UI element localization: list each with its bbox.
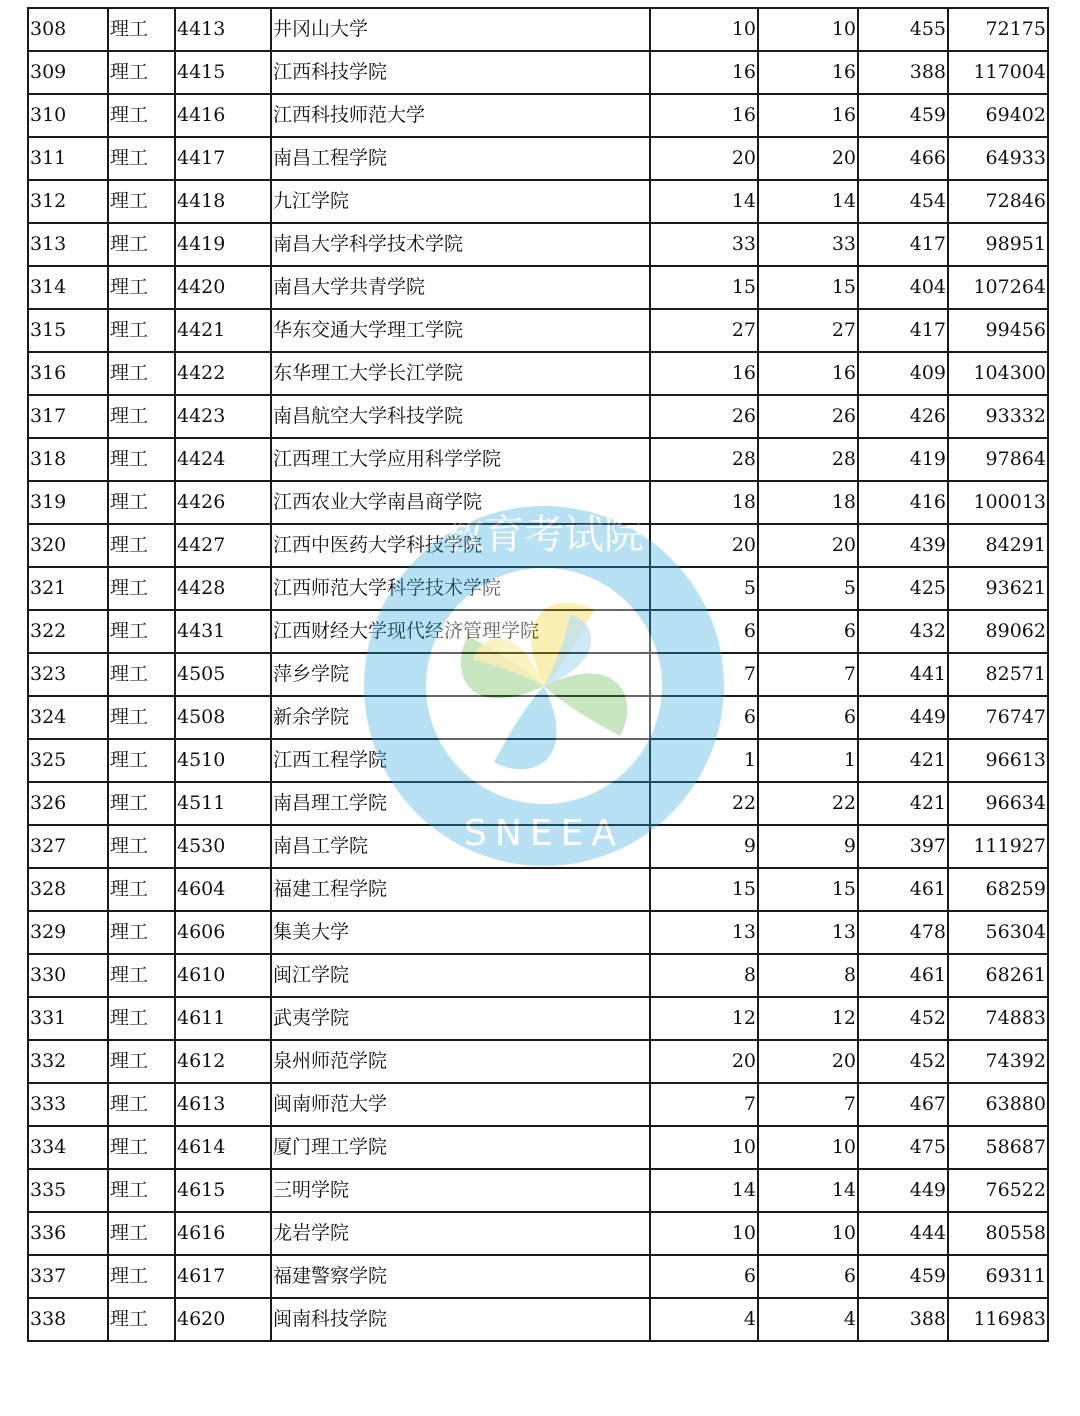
cell-code: 4427: [175, 524, 271, 567]
cell-admitted: 26: [758, 395, 858, 438]
cell-school: 江西师范大学科学技术学院: [271, 567, 650, 610]
cell-score: 449: [858, 696, 948, 739]
cell-school: 南昌工学院: [271, 825, 650, 868]
cell-code: 4610: [175, 954, 271, 997]
table-row: [28, 94, 1048, 137]
cell-score: 421: [858, 782, 948, 825]
cell-code: 4428: [175, 567, 271, 610]
cell-score: 466: [858, 137, 948, 180]
cell-rank: 76747: [948, 696, 1048, 739]
table-row: [28, 1169, 1048, 1212]
cell-score: 467: [858, 1083, 948, 1126]
cell-no: 313: [28, 223, 108, 266]
cell-no: 308: [28, 8, 108, 51]
cell-score: 388: [858, 1298, 948, 1341]
cell-rank: 68261: [948, 954, 1048, 997]
cell-school: 江西中医药大学科技学院: [271, 524, 650, 567]
cell-score: 452: [858, 1040, 948, 1083]
cell-no: 338: [28, 1298, 108, 1341]
cell-admitted: 15: [758, 868, 858, 911]
cell-code: 4423: [175, 395, 271, 438]
cell-school: 南昌航空大学科技学院: [271, 395, 650, 438]
cell-school: 三明学院: [271, 1169, 650, 1212]
cell-rank: 76522: [948, 1169, 1048, 1212]
cell-score: 454: [858, 180, 948, 223]
cell-rank: 63880: [948, 1083, 1048, 1126]
table-row: [28, 223, 1048, 266]
cell-school: 江西财经大学现代经济管理学院: [271, 610, 650, 653]
cell-no: 334: [28, 1126, 108, 1169]
table-row: [28, 524, 1048, 567]
cell-plan: 18: [650, 481, 758, 524]
cell-category: 理工: [108, 94, 175, 137]
cell-rank: 58687: [948, 1126, 1048, 1169]
cell-rank: 100013: [948, 481, 1048, 524]
cell-code: 4415: [175, 51, 271, 94]
cell-category: 理工: [108, 610, 175, 653]
cell-plan: 6: [650, 696, 758, 739]
cell-code: 4424: [175, 438, 271, 481]
table-row: [28, 567, 1048, 610]
cell-school: 闽南师范大学: [271, 1083, 650, 1126]
cell-category: 理工: [108, 309, 175, 352]
cell-plan: 20: [650, 137, 758, 180]
table-row: [28, 610, 1048, 653]
cell-score: 432: [858, 610, 948, 653]
cell-category: 理工: [108, 223, 175, 266]
cell-rank: 56304: [948, 911, 1048, 954]
cell-score: 459: [858, 1255, 948, 1298]
cell-plan: 16: [650, 94, 758, 137]
admission-table-wrapper: [27, 7, 1047, 1342]
cell-no: 332: [28, 1040, 108, 1083]
cell-rank: 93332: [948, 395, 1048, 438]
cell-category: 理工: [108, 481, 175, 524]
cell-code: 4530: [175, 825, 271, 868]
cell-admitted: 1: [758, 739, 858, 782]
table-row: [28, 51, 1048, 94]
cell-admitted: 5: [758, 567, 858, 610]
cell-plan: 22: [650, 782, 758, 825]
table-row: [28, 739, 1048, 782]
cell-score: 478: [858, 911, 948, 954]
cell-admitted: 10: [758, 8, 858, 51]
cell-school: 江西科技学院: [271, 51, 650, 94]
cell-rank: 116983: [948, 1298, 1048, 1341]
cell-admitted: 20: [758, 1040, 858, 1083]
cell-rank: 117004: [948, 51, 1048, 94]
cell-school: 九江学院: [271, 180, 650, 223]
cell-no: 322: [28, 610, 108, 653]
cell-admitted: 28: [758, 438, 858, 481]
cell-rank: 97864: [948, 438, 1048, 481]
cell-admitted: 15: [758, 266, 858, 309]
cell-school: 厦门理工学院: [271, 1126, 650, 1169]
cell-plan: 7: [650, 653, 758, 696]
cell-no: 333: [28, 1083, 108, 1126]
cell-category: 理工: [108, 8, 175, 51]
cell-plan: 15: [650, 868, 758, 911]
cell-plan: 26: [650, 395, 758, 438]
cell-rank: 80558: [948, 1212, 1048, 1255]
cell-category: 理工: [108, 524, 175, 567]
cell-no: 330: [28, 954, 108, 997]
table-row: [28, 352, 1048, 395]
cell-code: 4615: [175, 1169, 271, 1212]
cell-school: 福建工程学院: [271, 868, 650, 911]
cell-admitted: 33: [758, 223, 858, 266]
cell-admitted: 10: [758, 1126, 858, 1169]
cell-rank: 69311: [948, 1255, 1048, 1298]
cell-category: 理工: [108, 1255, 175, 1298]
cell-rank: 93621: [948, 567, 1048, 610]
cell-code: 4420: [175, 266, 271, 309]
cell-rank: 89062: [948, 610, 1048, 653]
cell-category: 理工: [108, 997, 175, 1040]
cell-no: 318: [28, 438, 108, 481]
cell-no: 314: [28, 266, 108, 309]
cell-no: 337: [28, 1255, 108, 1298]
cell-plan: 7: [650, 1083, 758, 1126]
cell-category: 理工: [108, 395, 175, 438]
cell-plan: 27: [650, 309, 758, 352]
cell-admitted: 14: [758, 180, 858, 223]
table-row: [28, 997, 1048, 1040]
cell-score: 426: [858, 395, 948, 438]
table-row: [28, 1255, 1048, 1298]
cell-code: 4508: [175, 696, 271, 739]
cell-school: 江西理工大学应用科学学院: [271, 438, 650, 481]
cell-no: 316: [28, 352, 108, 395]
cell-score: 444: [858, 1212, 948, 1255]
cell-plan: 8: [650, 954, 758, 997]
cell-no: 320: [28, 524, 108, 567]
cell-code: 4416: [175, 94, 271, 137]
cell-score: 452: [858, 997, 948, 1040]
cell-admitted: 14: [758, 1169, 858, 1212]
cell-plan: 15: [650, 266, 758, 309]
table-row: [28, 653, 1048, 696]
cell-no: 312: [28, 180, 108, 223]
cell-score: 461: [858, 954, 948, 997]
cell-category: 理工: [108, 567, 175, 610]
cell-no: 321: [28, 567, 108, 610]
cell-category: 理工: [108, 352, 175, 395]
cell-rank: 82571: [948, 653, 1048, 696]
cell-no: 317: [28, 395, 108, 438]
cell-plan: 4: [650, 1298, 758, 1341]
cell-no: 327: [28, 825, 108, 868]
table-row: [28, 911, 1048, 954]
cell-score: 397: [858, 825, 948, 868]
cell-no: 315: [28, 309, 108, 352]
cell-category: 理工: [108, 180, 175, 223]
cell-no: 324: [28, 696, 108, 739]
cell-code: 4611: [175, 997, 271, 1040]
cell-category: 理工: [108, 954, 175, 997]
cell-plan: 14: [650, 1169, 758, 1212]
cell-plan: 10: [650, 1126, 758, 1169]
cell-rank: 68259: [948, 868, 1048, 911]
table-row: [28, 1298, 1048, 1341]
cell-no: 329: [28, 911, 108, 954]
cell-admitted: 20: [758, 137, 858, 180]
cell-school: 江西科技师范大学: [271, 94, 650, 137]
cell-category: 理工: [108, 696, 175, 739]
cell-code: 4422: [175, 352, 271, 395]
cell-code: 4417: [175, 137, 271, 180]
table-row: [28, 1040, 1048, 1083]
cell-school: 南昌工程学院: [271, 137, 650, 180]
cell-code: 4419: [175, 223, 271, 266]
cell-school: 东华理工大学长江学院: [271, 352, 650, 395]
cell-school: 福建警察学院: [271, 1255, 650, 1298]
table-row: [28, 180, 1048, 223]
cell-category: 理工: [108, 911, 175, 954]
cell-school: 武夷学院: [271, 997, 650, 1040]
table-row: [28, 309, 1048, 352]
cell-plan: 14: [650, 180, 758, 223]
cell-rank: 72846: [948, 180, 1048, 223]
cell-category: 理工: [108, 1040, 175, 1083]
cell-no: 336: [28, 1212, 108, 1255]
cell-admitted: 22: [758, 782, 858, 825]
cell-code: 4604: [175, 868, 271, 911]
cell-admitted: 12: [758, 997, 858, 1040]
table-row: [28, 481, 1048, 524]
cell-score: 416: [858, 481, 948, 524]
cell-code: 4426: [175, 481, 271, 524]
cell-rank: 111927: [948, 825, 1048, 868]
cell-rank: 84291: [948, 524, 1048, 567]
cell-category: 理工: [108, 1169, 175, 1212]
cell-admitted: 16: [758, 352, 858, 395]
cell-rank: 69402: [948, 94, 1048, 137]
cell-admitted: 6: [758, 610, 858, 653]
cell-plan: 20: [650, 524, 758, 567]
cell-admitted: 10: [758, 1212, 858, 1255]
cell-plan: 16: [650, 51, 758, 94]
cell-rank: 107264: [948, 266, 1048, 309]
cell-code: 4613: [175, 1083, 271, 1126]
cell-rank: 104300: [948, 352, 1048, 395]
cell-no: 309: [28, 51, 108, 94]
table-row: [28, 1126, 1048, 1169]
cell-category: 理工: [108, 266, 175, 309]
cell-category: 理工: [108, 1083, 175, 1126]
cell-school: 新余学院: [271, 696, 650, 739]
cell-admitted: 6: [758, 696, 858, 739]
cell-category: 理工: [108, 438, 175, 481]
cell-school: 江西工程学院: [271, 739, 650, 782]
cell-rank: 96613: [948, 739, 1048, 782]
cell-school: 集美大学: [271, 911, 650, 954]
cell-score: 441: [858, 653, 948, 696]
cell-school: 龙岩学院: [271, 1212, 650, 1255]
cell-admitted: 7: [758, 653, 858, 696]
cell-code: 4612: [175, 1040, 271, 1083]
table-row: [28, 1212, 1048, 1255]
table-row: [28, 868, 1048, 911]
table-body: [28, 8, 1048, 1341]
cell-score: 449: [858, 1169, 948, 1212]
cell-score: 421: [858, 739, 948, 782]
cell-code: 4421: [175, 309, 271, 352]
cell-no: 335: [28, 1169, 108, 1212]
cell-school: 南昌大学共青学院: [271, 266, 650, 309]
cell-score: 455: [858, 8, 948, 51]
watermark-bottom-text: SNEEA: [464, 813, 624, 854]
cell-code: 4620: [175, 1298, 271, 1341]
table-row: [28, 825, 1048, 868]
cell-score: 388: [858, 51, 948, 94]
cell-plan: 5: [650, 567, 758, 610]
cell-admitted: 6: [758, 1255, 858, 1298]
cell-admitted: 18: [758, 481, 858, 524]
cell-score: 439: [858, 524, 948, 567]
cell-code: 4511: [175, 782, 271, 825]
cell-no: 331: [28, 997, 108, 1040]
cell-no: 310: [28, 94, 108, 137]
cell-school: 南昌大学科学技术学院: [271, 223, 650, 266]
table-row: [28, 782, 1048, 825]
cell-admitted: 7: [758, 1083, 858, 1126]
cell-rank: 96634: [948, 782, 1048, 825]
cell-admitted: 9: [758, 825, 858, 868]
cell-admitted: 16: [758, 94, 858, 137]
cell-code: 4418: [175, 180, 271, 223]
cell-category: 理工: [108, 782, 175, 825]
cell-rank: 99456: [948, 309, 1048, 352]
cell-code: 4431: [175, 610, 271, 653]
cell-category: 理工: [108, 51, 175, 94]
cell-plan: 10: [650, 1212, 758, 1255]
cell-no: 319: [28, 481, 108, 524]
cell-school: 泉州师范学院: [271, 1040, 650, 1083]
cell-category: 理工: [108, 1212, 175, 1255]
cell-plan: 9: [650, 825, 758, 868]
cell-score: 425: [858, 567, 948, 610]
cell-code: 4510: [175, 739, 271, 782]
cell-category: 理工: [108, 868, 175, 911]
cell-code: 4606: [175, 911, 271, 954]
cell-plan: 1: [650, 739, 758, 782]
cell-rank: 74883: [948, 997, 1048, 1040]
cell-school: 南昌理工学院: [271, 782, 650, 825]
admission-table: [27, 7, 1049, 1342]
cell-code: 4413: [175, 8, 271, 51]
cell-no: 325: [28, 739, 108, 782]
cell-score: 459: [858, 94, 948, 137]
table-row: [28, 954, 1048, 997]
cell-score: 417: [858, 223, 948, 266]
cell-score: 404: [858, 266, 948, 309]
cell-no: 311: [28, 137, 108, 180]
cell-code: 4617: [175, 1255, 271, 1298]
cell-school: 江西农业大学南昌商学院: [271, 481, 650, 524]
cell-admitted: 8: [758, 954, 858, 997]
cell-admitted: 4: [758, 1298, 858, 1341]
cell-school: 井冈山大学: [271, 8, 650, 51]
cell-no: 323: [28, 653, 108, 696]
cell-school: 闽江学院: [271, 954, 650, 997]
cell-category: 理工: [108, 1298, 175, 1341]
table-row: [28, 696, 1048, 739]
cell-no: 328: [28, 868, 108, 911]
cell-score: 461: [858, 868, 948, 911]
cell-admitted: 27: [758, 309, 858, 352]
cell-plan: 16: [650, 352, 758, 395]
table-row: [28, 395, 1048, 438]
cell-admitted: 13: [758, 911, 858, 954]
cell-rank: 64933: [948, 137, 1048, 180]
table-row: [28, 8, 1048, 51]
cell-rank: 74392: [948, 1040, 1048, 1083]
cell-category: 理工: [108, 137, 175, 180]
cell-score: 417: [858, 309, 948, 352]
cell-category: 理工: [108, 653, 175, 696]
cell-admitted: 20: [758, 524, 858, 567]
cell-category: 理工: [108, 739, 175, 782]
cell-category: 理工: [108, 825, 175, 868]
cell-school: 华东交通大学理工学院: [271, 309, 650, 352]
cell-rank: 98951: [948, 223, 1048, 266]
cell-plan: 28: [650, 438, 758, 481]
cell-code: 4614: [175, 1126, 271, 1169]
table-row: [28, 1083, 1048, 1126]
cell-plan: 6: [650, 610, 758, 653]
cell-school: 闽南科技学院: [271, 1298, 650, 1341]
cell-code: 4505: [175, 653, 271, 696]
cell-score: 409: [858, 352, 948, 395]
cell-plan: 33: [650, 223, 758, 266]
cell-score: 419: [858, 438, 948, 481]
cell-plan: 13: [650, 911, 758, 954]
cell-plan: 20: [650, 1040, 758, 1083]
cell-plan: 12: [650, 997, 758, 1040]
cell-code: 4616: [175, 1212, 271, 1255]
cell-rank: 72175: [948, 8, 1048, 51]
cell-category: 理工: [108, 1126, 175, 1169]
cell-plan: 6: [650, 1255, 758, 1298]
watermark-top-text: 教育考试院: [444, 512, 644, 558]
table-row: [28, 137, 1048, 180]
cell-score: 475: [858, 1126, 948, 1169]
cell-school: 萍乡学院: [271, 653, 650, 696]
table-row: [28, 266, 1048, 309]
cell-no: 326: [28, 782, 108, 825]
table-row: [28, 438, 1048, 481]
cell-admitted: 16: [758, 51, 858, 94]
cell-plan: 10: [650, 8, 758, 51]
